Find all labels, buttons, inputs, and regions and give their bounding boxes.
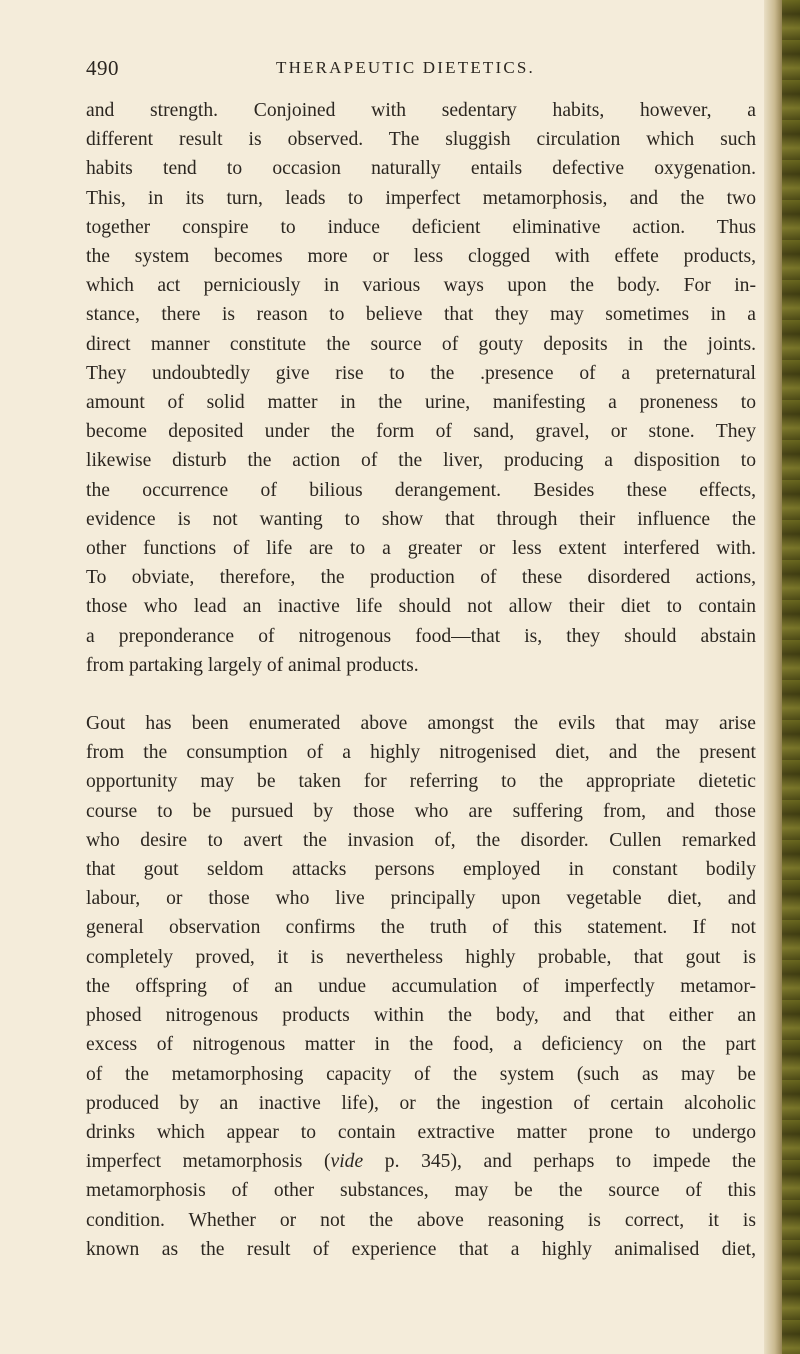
text-line: a preponderance of nitrogenous food—that is, they should abstain [86,625,756,647]
text-line: likewise disturb the action of the liver, producing a disposition to [86,450,756,472]
text-line: amount of solid matter in the urine, manifesting a proneness to [86,392,756,414]
text-line: labour, or those who live principally upon vegetable diet, and [86,888,756,910]
text-line: phosed nitrogenous products within the body, and that either an [86,1005,756,1027]
text-line: evidence is not wanting to show that through their influence the [86,508,756,530]
text-line: Gout has been enumerated above amongst the evils that may arise [86,713,756,735]
text-line: course to be pursued by those who are suffering from, and those [86,800,756,822]
text-line: opportunity may be taken for referring to the appropriate dietetic [86,771,756,793]
text-line: To obviate, therefore, the production of these disordered actions, [86,567,756,589]
page-edge [764,0,800,1354]
text-line: produced by an inactive life), or the ingestion of certain alcoholic [86,1092,756,1114]
text-line: those who lead an inactive life should not allow their diet to contain [86,596,756,618]
text-line: general observation confirms the truth of this statement. If not [86,917,756,939]
running-head: THERAPEUTIC DIETETICS. [276,58,535,77]
italic-citation: vide [330,1151,364,1173]
text-line: excess of nitrogenous matter in the food, a deficiency on the part [86,1034,756,1056]
text-line: together conspire to induce deficient eliminative action. Thus [86,216,756,238]
text-line: of the metamorphosing capacity of the system (such as may be [86,1063,756,1085]
text-line: who desire to avert the invasion of, the disorder. Cullen remarked [86,829,756,851]
page-header [86,56,758,84]
text-line: other functions of life are to a greater or less extent interfered with. [86,538,756,560]
page-number: 490 [86,56,119,80]
text-line: known as the result of experience that a highly animalised diet, [86,1238,756,1260]
text-segment: p. 345), and perhaps to impede the [363,1151,756,1173]
text-line: which act perniciously in various ways upon the body. For in- [86,275,756,297]
text-line: the system becomes more or less clogged with effete products, [86,246,756,268]
text-line: from the consumption of a highly nitrogenised diet, and the present [86,742,756,764]
text-line: metamorphosis of other substances, may be the source of this [86,1180,756,1202]
text-line: the occurrence of bilious derangement. Besides these effects, [86,479,756,501]
paragraph-2 [86,709,756,1264]
text-line: the offspring of an undue accumulation of imperfectly metamor- [86,975,756,997]
text-line: This, in its turn, leads to imperfect metamorphosis, and the two [86,187,756,209]
text-line: drinks which appear to contain extractive matter prone to undergo [86,1121,756,1143]
text-line: from partaking largely of animal products. [86,654,419,676]
text-line: They undoubtedly give rise to the .presence of a preternatural [86,362,756,384]
text-line: that gout seldom attacks persons employed in constant bodily [86,859,756,881]
text-line: direct manner constitute the source of gouty deposits in the joints. [86,333,756,355]
text-line: become deposited under the form of sand, gravel, or stone. They [86,421,756,443]
text-segment: imperfect metamorphosis ( [86,1151,331,1173]
text-line: habits tend to occasion naturally entails defective oxygenation. [86,158,756,180]
text-line: and strength. Conjoined with sedentary habits, however, a [86,100,756,121]
text-line: stance, there is reason to believe that they may sometimes in a [86,304,756,326]
body-text [86,96,756,1264]
text-line-with-citation [86,1147,756,1176]
paragraph-1 [86,96,756,680]
text-line: condition. Whether or not the above reasoning is correct, it is [86,1209,756,1231]
text-line: different result is observed. The sluggish circulation which such [86,129,756,151]
text-line: completely proved, it is nevertheless highly probable, that gout is [86,946,756,968]
